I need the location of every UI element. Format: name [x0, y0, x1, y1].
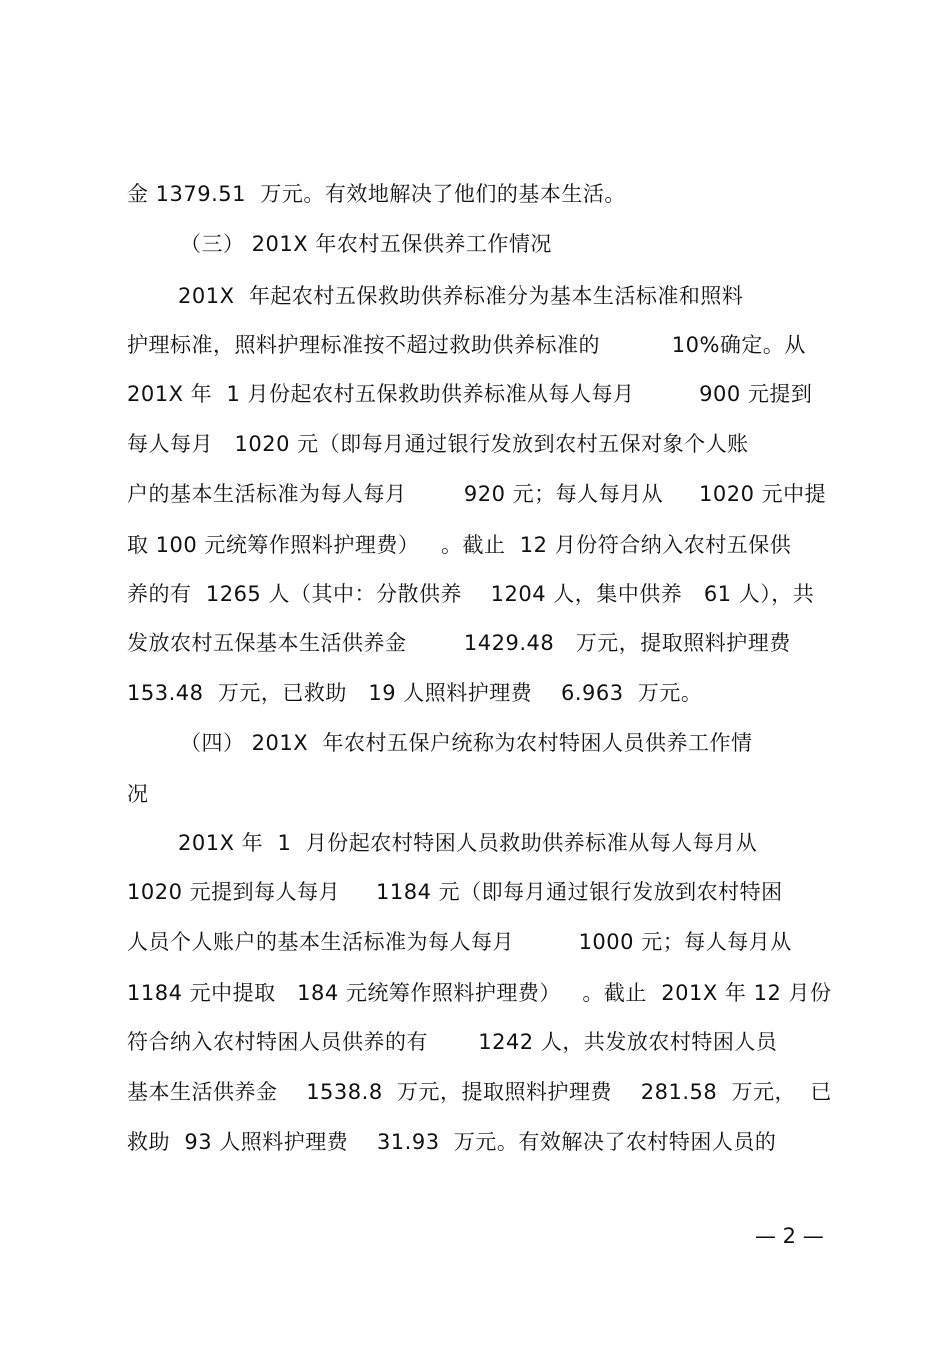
text-line: 符合纳入农村特困人员供养的有 1242 人，共发放农村特困人员 [127, 1030, 778, 1054]
section-heading-continued: 况 [127, 782, 149, 806]
text-line: 201X 年起农村五保救助供养标准分为基本生活标准和照料 [178, 284, 744, 308]
text-line: 发放农村五保基本生活供养金 1429.48 万元，提取照料护理费 [127, 631, 791, 655]
text-line: 201X 年 1 月份起农村特困人员救助供养标准从每人每月从 [178, 831, 758, 855]
text-line: 金 1379.51 万元。有效地解决了他们的基本生活。 [127, 182, 626, 206]
text-line: 每人每月 1020 元（即每月通过银行发放到农村五保对象个人账 [127, 432, 749, 456]
text-line: 养的有 1265 人（其中：分散供养 1204 人，集中供养 61 人），共 [127, 582, 815, 606]
text-line: 1020 元提到每人每月 1184 元（即每月通过银行发放到农村特困 [127, 880, 783, 904]
text-line: 201X 年 1 月份起农村五保救助供养标准从每人每月 900 元提到 [127, 382, 813, 406]
text-line: 护理标准，照料护理标准按不超过救助供养标准的 10%确定。从 [127, 333, 806, 357]
text-line: 户的基本生活标准为每人每月 920 元；每人每月从 1020 元中提 [127, 482, 827, 506]
text-line: 救助 93 人照料护理费 31.93 万元。有效解决了农村特困人员的 [127, 1130, 777, 1154]
text-line: 取 100 元统筹作照料护理费） 。截止 12 月份符合纳入农村五保供 [127, 533, 792, 557]
page-number: — 2 — [755, 1224, 824, 1248]
text-line: 人员个人账户的基本生活标准为每人每月 1000 元；每人每月从 [127, 930, 792, 954]
text-line: 153.48 万元，已救助 19 人照料护理费 6.963 万元。 [127, 681, 703, 705]
section-heading: （四） 201X 年农村五保户统称为农村特困人员供养工作情 [180, 731, 753, 755]
section-heading: （三） 201X 年农村五保供养工作情况 [180, 232, 552, 256]
text-line: 1184 元中提取 184 元统筹作照料护理费） 。截止 201X 年 12 月份 [127, 981, 832, 1005]
text-line: 基本生活供养金 1538.8 万元，提取照料护理费 281.58 万元， 已 [127, 1080, 832, 1104]
